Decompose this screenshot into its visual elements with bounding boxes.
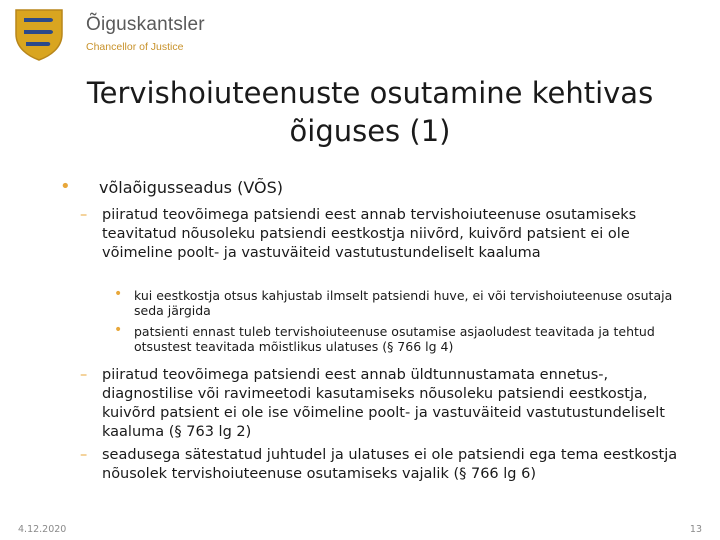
dash-item-text: piiratud teovõimega patsiendi eest annab üldtunnustamata ennetus-, diagnostilise või ravimeetodi kasutamiseks nõusoleku patsiendi eestkostja, kuivõrd patsient ei ole ise võimeline poolt- ja vastuväiteid vastutustundeliselt kaaluma (§ 763 lg 2) (102, 367, 665, 440)
org-subtitle: Chancellor of Justice (86, 41, 184, 53)
bullet-level1-text: võlaõigusseadus (VÕS) (99, 178, 283, 197)
dash-icon: – (80, 207, 88, 223)
bullet-icon: • (114, 322, 123, 338)
dash-item-text: seadusega sätestatud juhtudel ja ulatuses ei ole patsiendi ega tema eestkostja nõusolek tervishoiuteenuse osutamiseks vajalik (§ 766 lg 6) (102, 447, 678, 482)
dash-icon: – (80, 367, 88, 383)
dash-icon: – (80, 447, 88, 463)
bullet-icon: • (60, 176, 71, 197)
org-name: Õiguskantsler (86, 14, 205, 35)
sub-bullet-text: patsienti ennast tuleb tervishoiuteenuse osutamise asjaoludest teavitada ja tehtud otsustest teavitada mõistlikus ulatuses (§ 766 lg 4) (134, 324, 655, 354)
bullet-icon: • (114, 286, 123, 302)
dash-item-text: piiratud teovõimega patsiendi eest annab tervishoiuteenuse osutamiseks teavitatud nõusoleku patsiendi eestkostja niivõrd, kuivõrd patsient ei ole võimeline poolt- ja vastuväiteid vastutustundeliselt kaaluma (102, 207, 637, 261)
page-number: 13 (689, 524, 702, 535)
footer-date: 4.12.2020 (18, 524, 67, 535)
slide-title: Tervishoiuteenuste osutamine kehtivas õiguses (1) (86, 76, 654, 148)
sub-bullet-text: kui eestkostja otsus kahjustab ilmselt patsiendi huve, ei või tervishoiuteenuse osutaja seda järgida (134, 288, 673, 318)
